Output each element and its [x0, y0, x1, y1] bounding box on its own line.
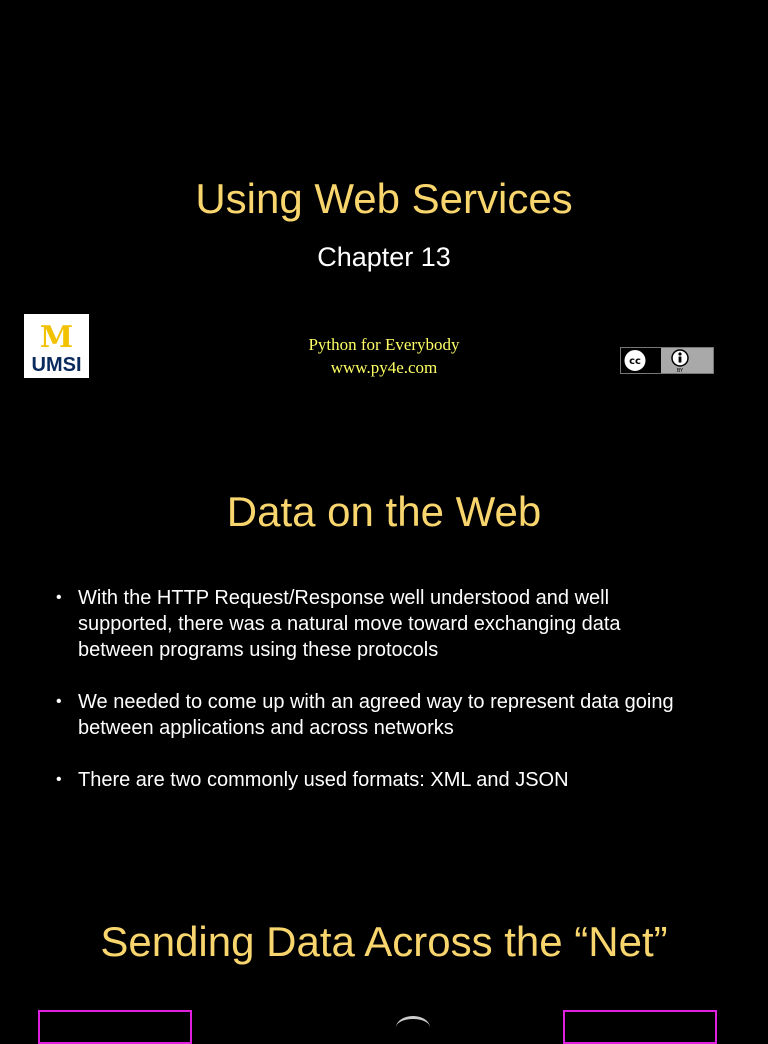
- diagram-box-right: [563, 1010, 717, 1044]
- bullet-icon: •: [56, 771, 62, 788]
- credit-line-url: www.py4e.com: [330, 358, 438, 377]
- umsi-logo-text: UMSI: [31, 354, 82, 376]
- credit-line-course: Python for Everybody: [308, 335, 460, 354]
- bullet-icon: •: [56, 693, 62, 710]
- bullet-icon: •: [56, 589, 62, 606]
- umsi-logo-letter: M: [39, 320, 74, 355]
- cc-text: cc: [629, 356, 641, 367]
- list-item: • There are two commonly used formats: XML and JSON: [56, 769, 569, 791]
- diagram-box-left: [38, 1010, 192, 1044]
- list-item: • With the HTTP Request/Response well understood and well supported, there was a natural move toward exchanging data between programs using these protocols: [56, 587, 621, 661]
- cc-by-icon: [620, 347, 714, 374]
- by-text: BY: [676, 368, 684, 373]
- slide-title: Sending Data Across the “Net”: [100, 918, 668, 965]
- slide-title: Data on the Web: [226, 488, 542, 535]
- list-item: • We needed to come up with an agreed way to represent data going between applications and across networks: [56, 691, 674, 739]
- slide-subtitle: Chapter 13: [317, 242, 451, 272]
- diagram-arc: [396, 1016, 430, 1039]
- slide-title: Using Web Services: [195, 175, 573, 222]
- bullet-list: [56, 585, 696, 819]
